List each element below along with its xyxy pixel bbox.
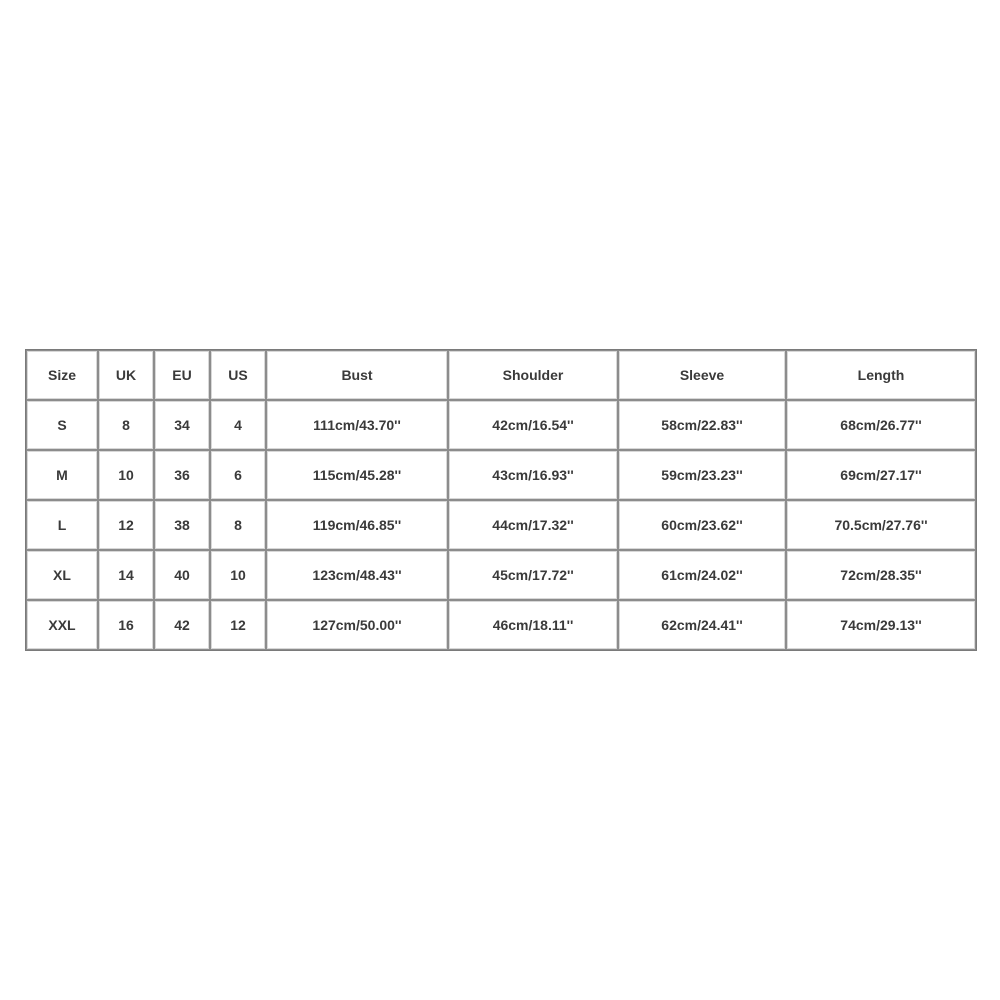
cell-uk: 8 xyxy=(98,400,154,450)
cell-shoulder: 42cm/16.54'' xyxy=(448,400,618,450)
cell-length: 74cm/29.13'' xyxy=(786,600,976,650)
cell-sleeve: 62cm/24.41'' xyxy=(618,600,786,650)
cell-bust: 119cm/46.85'' xyxy=(266,500,448,550)
header-uk: UK xyxy=(98,350,154,400)
cell-eu: 34 xyxy=(154,400,210,450)
cell-uk: 16 xyxy=(98,600,154,650)
cell-us: 12 xyxy=(210,600,266,650)
size-chart-table xyxy=(25,349,977,651)
cell-length: 69cm/27.17'' xyxy=(786,450,976,500)
cell-us: 8 xyxy=(210,500,266,550)
cell-eu: 36 xyxy=(154,450,210,500)
cell-size: M xyxy=(26,450,98,500)
header-size: Size xyxy=(26,350,98,400)
cell-shoulder: 43cm/16.93'' xyxy=(448,450,618,500)
cell-eu: 42 xyxy=(154,600,210,650)
header-sleeve: Sleeve xyxy=(618,350,786,400)
cell-us: 10 xyxy=(210,550,266,600)
header-length: Length xyxy=(786,350,976,400)
cell-us: 4 xyxy=(210,400,266,450)
table-header-row xyxy=(26,350,976,400)
header-shoulder: Shoulder xyxy=(448,350,618,400)
cell-uk: 10 xyxy=(98,450,154,500)
cell-shoulder: 44cm/17.32'' xyxy=(448,500,618,550)
cell-shoulder: 45cm/17.72'' xyxy=(448,550,618,600)
cell-us: 6 xyxy=(210,450,266,500)
cell-eu: 38 xyxy=(154,500,210,550)
cell-uk: 14 xyxy=(98,550,154,600)
cell-uk: 12 xyxy=(98,500,154,550)
header-eu: EU xyxy=(154,350,210,400)
table-row xyxy=(26,600,976,650)
cell-length: 70.5cm/27.76'' xyxy=(786,500,976,550)
cell-size: XL xyxy=(26,550,98,600)
cell-size: S xyxy=(26,400,98,450)
table-row xyxy=(26,550,976,600)
cell-length: 68cm/26.77'' xyxy=(786,400,976,450)
cell-bust: 115cm/45.28'' xyxy=(266,450,448,500)
cell-sleeve: 58cm/22.83'' xyxy=(618,400,786,450)
cell-size: L xyxy=(26,500,98,550)
cell-bust: 123cm/48.43'' xyxy=(266,550,448,600)
table-row xyxy=(26,500,976,550)
cell-shoulder: 46cm/18.11'' xyxy=(448,600,618,650)
cell-sleeve: 61cm/24.02'' xyxy=(618,550,786,600)
cell-bust: 111cm/43.70'' xyxy=(266,400,448,450)
cell-eu: 40 xyxy=(154,550,210,600)
table-row xyxy=(26,400,976,450)
cell-sleeve: 59cm/23.23'' xyxy=(618,450,786,500)
cell-length: 72cm/28.35'' xyxy=(786,550,976,600)
table-row xyxy=(26,450,976,500)
cell-bust: 127cm/50.00'' xyxy=(266,600,448,650)
cell-sleeve: 60cm/23.62'' xyxy=(618,500,786,550)
header-us: US xyxy=(210,350,266,400)
cell-size: XXL xyxy=(26,600,98,650)
header-bust: Bust xyxy=(266,350,448,400)
